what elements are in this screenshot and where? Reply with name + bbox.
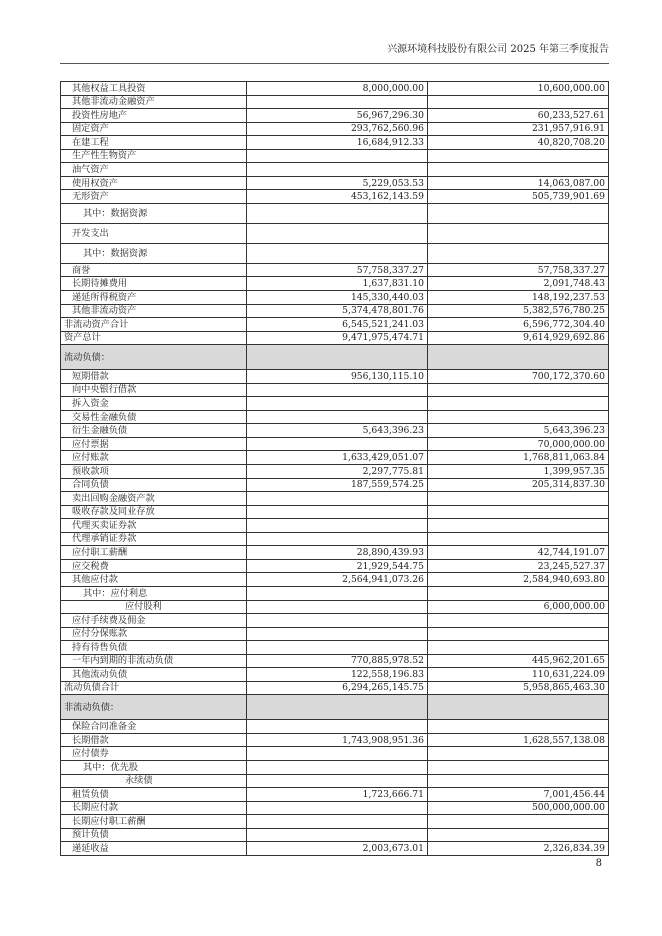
value-prior-period (428, 815, 609, 829)
table-row (61, 291, 609, 305)
value-current-period (247, 243, 428, 263)
table-row (61, 331, 609, 345)
value-prior-period (428, 747, 609, 761)
row-label: 短期借款 (61, 370, 247, 384)
value-prior-period (428, 410, 609, 424)
row-label: 吸收存款及同业存放 (61, 505, 247, 519)
row-label: 应付票据 (61, 437, 247, 451)
row-label: 其他流动负债 (61, 668, 247, 682)
row-label: 投资性房地产 (61, 109, 247, 123)
row-label: 长期待摊费用 (61, 277, 247, 291)
table-row (61, 149, 609, 163)
value-current-period: 5,643,396.23 (247, 424, 428, 438)
value-prior-period: 6,000,000.00 (428, 600, 609, 614)
value-prior-period: 14,063,087.00 (428, 176, 609, 190)
value-current-period: 1,743,908,951.36 (247, 733, 428, 747)
row-label: 交易性金融负债 (61, 410, 247, 424)
table-row (61, 109, 609, 123)
table-row (61, 654, 609, 668)
value-prior-period: 2,326,834.39 (428, 842, 609, 856)
value-prior-period: 1,628,557,138.08 (428, 733, 609, 747)
value-current-period: 1,633,429,051.07 (247, 451, 428, 465)
value-prior-period (428, 95, 609, 109)
value-prior-period: 40,820,708.20 (428, 136, 609, 150)
value-current-period (247, 532, 428, 546)
row-label: 应付股利 (61, 600, 247, 614)
value-current-period (247, 774, 428, 788)
row-label: 其中：优先股 (61, 760, 247, 774)
value-prior-period (428, 223, 609, 243)
value-prior-period: 7,001,456.44 (428, 788, 609, 802)
value-prior-period: 110,631,224.09 (428, 668, 609, 682)
value-current-period: 9,471,975,474.71 (247, 331, 428, 345)
table-row (61, 586, 609, 600)
table-row (61, 532, 609, 546)
value-current-period (247, 760, 428, 774)
value-current-period: 57,758,337.27 (247, 263, 428, 277)
row-label: 应付职工薪酬 (61, 546, 247, 560)
value-prior-period (428, 586, 609, 600)
row-label: 使用权资产 (61, 176, 247, 190)
value-current-period (247, 747, 428, 761)
value-prior-period: 57,758,337.27 (428, 263, 609, 277)
table-row (61, 774, 609, 788)
table-row (61, 263, 609, 277)
value-prior-period: 2,091,748.43 (428, 277, 609, 291)
value-current-period: 122,558,196.83 (247, 668, 428, 682)
value-current-period: 28,890,439.93 (247, 546, 428, 560)
value-current-period: 2,297,775.81 (247, 465, 428, 479)
row-label: 持有待售负债 (61, 641, 247, 655)
table-row (61, 842, 609, 856)
value-prior-period: 9,614,929,692.86 (428, 331, 609, 345)
row-label: 开发支出 (61, 223, 247, 243)
table-row (61, 223, 609, 243)
table-row (61, 397, 609, 411)
table-row (61, 519, 609, 533)
table-row (61, 451, 609, 465)
table-row (61, 318, 609, 332)
table-row (61, 788, 609, 802)
table-row (61, 733, 609, 747)
value-current-period (247, 345, 428, 370)
value-current-period (247, 815, 428, 829)
value-prior-period (428, 828, 609, 842)
table-row (61, 627, 609, 641)
row-label: 合同负债 (61, 478, 247, 492)
row-label: 租赁负债 (61, 788, 247, 802)
value-prior-period: 700,172,370.60 (428, 370, 609, 384)
value-current-period: 6,294,265,145.75 (247, 681, 428, 695)
table-row (61, 801, 609, 815)
value-current-period: 6,545,521,241.03 (247, 318, 428, 332)
row-label: 代理买卖证券款 (61, 519, 247, 533)
table-row (61, 243, 609, 263)
value-current-period (247, 397, 428, 411)
row-label: 其中：数据资源 (61, 243, 247, 263)
row-label: 长期应付职工薪酬 (61, 815, 247, 829)
value-current-period (247, 410, 428, 424)
value-prior-period (428, 149, 609, 163)
row-label: 长期应付款 (61, 801, 247, 815)
value-prior-period (428, 243, 609, 263)
value-prior-period: 42,744,191.07 (428, 546, 609, 560)
row-label: 衍生金融负债 (61, 424, 247, 438)
value-current-period (247, 149, 428, 163)
value-current-period (247, 163, 428, 177)
value-prior-period: 23,245,527.37 (428, 559, 609, 573)
table-row (61, 573, 609, 587)
value-prior-period: 5,643,396.23 (428, 424, 609, 438)
value-prior-period: 1,768,811,063.84 (428, 451, 609, 465)
row-label: 递延收益 (61, 842, 247, 856)
row-label: 流动负债： (61, 345, 247, 370)
value-current-period: 145,330,440.03 (247, 291, 428, 305)
value-prior-period (428, 641, 609, 655)
row-label: 应付账款 (61, 451, 247, 465)
row-label: 非流动负债： (61, 695, 247, 720)
value-current-period: 5,374,478,801.76 (247, 304, 428, 318)
row-label: 一年内到期的非流动负债 (61, 654, 247, 668)
value-prior-period: 60,233,527.61 (428, 109, 609, 123)
value-current-period: 21,929,544.75 (247, 559, 428, 573)
row-label: 应付债券 (61, 747, 247, 761)
value-current-period (247, 223, 428, 243)
value-current-period (247, 95, 428, 109)
value-current-period (247, 586, 428, 600)
value-current-period: 5,229,053.53 (247, 176, 428, 190)
row-label: 其中：数据资源 (61, 203, 247, 223)
value-prior-period: 445,962,201.65 (428, 654, 609, 668)
table-row (61, 600, 609, 614)
row-label: 向中央银行借款 (61, 383, 247, 397)
value-prior-period (428, 614, 609, 628)
value-prior-period (428, 519, 609, 533)
row-label: 其他非流动资产 (61, 304, 247, 318)
value-prior-period: 6,596,772,304.40 (428, 318, 609, 332)
value-current-period (247, 828, 428, 842)
value-prior-period (428, 203, 609, 223)
table-row (61, 815, 609, 829)
row-label: 在建工程 (61, 136, 247, 150)
row-label: 流动负债合计 (61, 681, 247, 695)
value-prior-period (428, 163, 609, 177)
row-label: 应交税费 (61, 559, 247, 573)
table-row (61, 478, 609, 492)
table-row (61, 681, 609, 695)
row-label: 其中：应付利息 (61, 586, 247, 600)
table-row (61, 747, 609, 761)
table-row (61, 465, 609, 479)
table-row (61, 136, 609, 150)
value-prior-period: 148,192,237.53 (428, 291, 609, 305)
row-label: 卖出回购金融资产款 (61, 492, 247, 506)
value-current-period (247, 627, 428, 641)
value-current-period: 770,885,978.52 (247, 654, 428, 668)
row-label: 应付手续费及佣金 (61, 614, 247, 628)
value-prior-period: 2,584,940,693.80 (428, 573, 609, 587)
table-row (61, 492, 609, 506)
value-prior-period: 5,958,865,463.30 (428, 681, 609, 695)
row-label: 其他应付款 (61, 573, 247, 587)
value-prior-period (428, 695, 609, 720)
row-label: 其他权益工具投资 (61, 82, 247, 96)
value-current-period (247, 437, 428, 451)
value-prior-period: 500,000,000.00 (428, 801, 609, 815)
balance-sheet-body (61, 82, 609, 856)
table-row (61, 546, 609, 560)
value-current-period (247, 695, 428, 720)
value-prior-period (428, 774, 609, 788)
value-prior-period: 205,314,837.30 (428, 478, 609, 492)
table-row (61, 190, 609, 204)
table-row (61, 424, 609, 438)
value-current-period: 16,684,912.33 (247, 136, 428, 150)
value-current-period (247, 801, 428, 815)
table-row (61, 641, 609, 655)
table-row (61, 95, 609, 109)
balance-sheet-table (60, 81, 609, 856)
table-row (61, 203, 609, 223)
value-current-period: 187,559,574.25 (247, 478, 428, 492)
value-current-period: 293,762,560.96 (247, 122, 428, 136)
value-current-period (247, 519, 428, 533)
value-current-period (247, 203, 428, 223)
value-prior-period (428, 720, 609, 734)
value-prior-period (428, 627, 609, 641)
value-prior-period: 505,739,901.69 (428, 190, 609, 204)
value-current-period: 8,000,000.00 (247, 82, 428, 96)
table-row (61, 559, 609, 573)
table-row (61, 176, 609, 190)
table-row (61, 82, 609, 96)
row-label: 应付分保账款 (61, 627, 247, 641)
value-prior-period (428, 492, 609, 506)
table-row (61, 383, 609, 397)
value-current-period (247, 641, 428, 655)
value-current-period: 2,003,673.01 (247, 842, 428, 856)
row-label: 递延所得税资产 (61, 291, 247, 305)
row-label: 非流动资产合计 (61, 318, 247, 332)
value-prior-period (428, 760, 609, 774)
table-row (61, 760, 609, 774)
row-label: 预收款项 (61, 465, 247, 479)
value-prior-period: 70,000,000.00 (428, 437, 609, 451)
row-label: 长期借款 (61, 733, 247, 747)
value-current-period (247, 720, 428, 734)
value-current-period (247, 505, 428, 519)
row-label: 无形资产 (61, 190, 247, 204)
table-row (61, 304, 609, 318)
value-current-period (247, 614, 428, 628)
row-label: 拆入资金 (61, 397, 247, 411)
table-row (61, 828, 609, 842)
value-prior-period (428, 397, 609, 411)
value-prior-period: 5,382,576,780.25 (428, 304, 609, 318)
value-current-period: 56,967,296.30 (247, 109, 428, 123)
table-row (61, 668, 609, 682)
table-row (61, 370, 609, 384)
value-current-period: 956,130,115.10 (247, 370, 428, 384)
row-label: 代理承销证券款 (61, 532, 247, 546)
row-label: 商誉 (61, 263, 247, 277)
report-header: 兴源环境科技股份有限公司 2025 年第三季度报告 (60, 40, 609, 64)
table-row (61, 345, 609, 370)
table-row (61, 614, 609, 628)
value-prior-period: 1,399,957.35 (428, 465, 609, 479)
table-row (61, 437, 609, 451)
row-label: 油气资产 (61, 163, 247, 177)
table-row (61, 720, 609, 734)
value-prior-period (428, 505, 609, 519)
value-current-period: 1,723,666.71 (247, 788, 428, 802)
value-current-period: 2,564,941,073.26 (247, 573, 428, 587)
value-prior-period: 231,957,916.91 (428, 122, 609, 136)
table-row (61, 277, 609, 291)
row-label: 其他非流动金融资产 (61, 95, 247, 109)
row-label: 保险合同准备金 (61, 720, 247, 734)
value-current-period: 1,637,831.10 (247, 277, 428, 291)
value-prior-period (428, 532, 609, 546)
table-row (61, 163, 609, 177)
value-current-period: 453,162,143.59 (247, 190, 428, 204)
row-label: 永续债 (61, 774, 247, 788)
value-current-period (247, 383, 428, 397)
table-row (61, 410, 609, 424)
value-prior-period (428, 345, 609, 370)
table-row (61, 695, 609, 720)
value-current-period (247, 492, 428, 506)
value-current-period (247, 600, 428, 614)
page-number: 8 (595, 858, 602, 869)
row-label: 生产性生物资产 (61, 149, 247, 163)
row-label: 固定资产 (61, 122, 247, 136)
value-prior-period: 10,600,000.00 (428, 82, 609, 96)
row-label: 预计负债 (61, 828, 247, 842)
value-prior-period (428, 383, 609, 397)
table-row (61, 122, 609, 136)
row-label: 资产总计 (61, 331, 247, 345)
table-row (61, 505, 609, 519)
